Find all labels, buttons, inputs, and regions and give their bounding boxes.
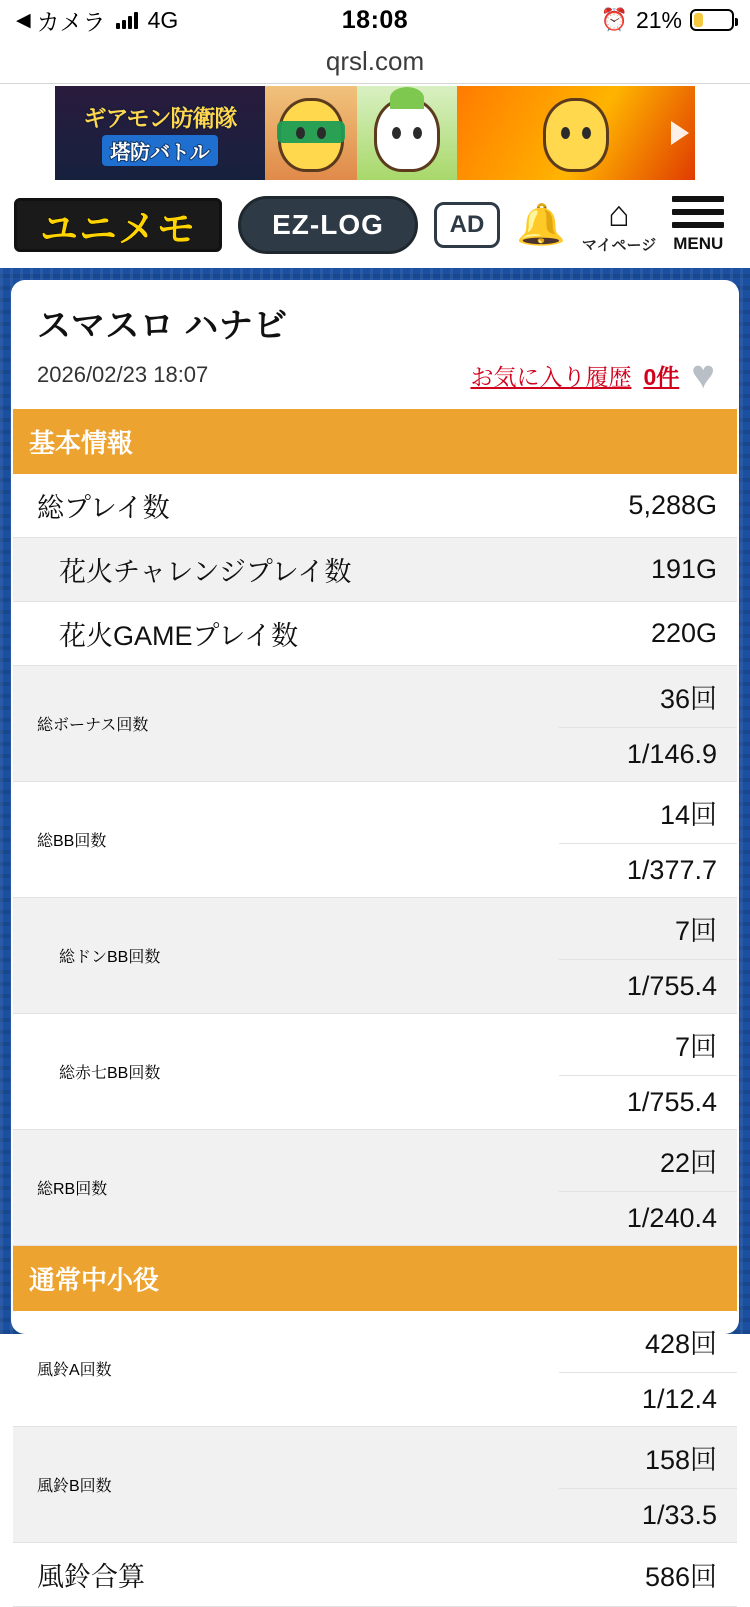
table-row — [13, 538, 737, 602]
menu-button[interactable] — [672, 196, 724, 254]
battery-icon — [690, 9, 734, 31]
ad-banner-container[interactable] — [0, 84, 750, 182]
table-row — [13, 1427, 737, 1543]
section-heading-row — [13, 409, 737, 474]
favorite-controls — [470, 355, 715, 395]
stat-value: 1/377.7 — [626, 855, 717, 885]
url-text[interactable]: qrsl.com — [325, 46, 425, 76]
ad-badge-label[interactable]: AD — [434, 202, 500, 248]
stats-table-body — [13, 409, 737, 1607]
stat-value: 22回 — [559, 1130, 737, 1192]
stat-value: 7回 — [559, 1014, 737, 1076]
ad-title-panel — [55, 86, 265, 180]
table-row — [13, 782, 737, 898]
site-header — [0, 182, 750, 268]
section-heading-label: 基本情報 — [13, 409, 737, 474]
stat-value: 1/33.5 — [641, 1500, 717, 1530]
ad-character-3 — [457, 86, 695, 180]
table-row — [13, 474, 737, 538]
stat-label: 総ドンBB回数 — [13, 898, 559, 1014]
play-arrow-icon[interactable] — [671, 121, 689, 145]
table-row — [13, 602, 737, 666]
menu-label: MENU — [673, 234, 724, 253]
ad-character-2 — [357, 86, 457, 180]
stat-value: 36回 — [559, 666, 737, 728]
table-row — [13, 1130, 737, 1246]
character-eyes — [281, 127, 341, 139]
stat-values — [559, 1014, 737, 1130]
stat-label: 総ボーナス回数 — [13, 666, 559, 782]
ad-character-1 — [265, 86, 357, 180]
stat-value: 220G — [559, 602, 737, 666]
table-row — [13, 1543, 737, 1607]
previous-app-label[interactable]: カメラ — [36, 8, 106, 35]
bell-icon[interactable]: 🔔 — [516, 203, 566, 247]
network-type-label: 4G — [147, 6, 179, 33]
ez-log-button[interactable]: EZ-LOG — [238, 196, 418, 254]
machine-stats-card — [11, 280, 739, 1592]
alarm-clock-icon: ⏰ — [600, 7, 628, 32]
ad-character-art — [278, 98, 344, 172]
stats-table — [13, 409, 737, 1607]
stat-values — [559, 782, 737, 898]
stat-value: 1/12.4 — [641, 1384, 717, 1414]
card-meta-row — [37, 355, 715, 395]
stat-value: 1/240.4 — [626, 1203, 717, 1233]
stat-label: 風鈴B回数 — [13, 1427, 559, 1543]
home-icon[interactable]: ⌂ — [608, 192, 630, 234]
stat-value: 14回 — [559, 782, 737, 844]
updated-timestamp: 2026/02/23 18:07 — [37, 362, 209, 387]
battery-percent-label: 21% — [635, 6, 682, 33]
character-eyes — [546, 127, 606, 139]
mypage-label: マイページ — [581, 236, 657, 254]
stat-value: 1/146.9 — [626, 739, 717, 769]
stat-label: 花火チャレンジプレイ数 — [13, 538, 559, 602]
page-title: スマスロ ハナビ — [37, 307, 288, 345]
stat-value: 1/755.4 — [626, 971, 717, 1001]
stat-values — [559, 898, 737, 1014]
heart-icon[interactable]: ♥ — [691, 353, 715, 397]
stat-values — [559, 1427, 737, 1543]
mypage-button[interactable] — [581, 192, 657, 255]
stat-value: 7回 — [559, 898, 737, 960]
stat-value: 191G — [559, 538, 737, 602]
back-to-app-icon[interactable]: ◀ — [16, 9, 31, 31]
stat-label: 花火GAMEプレイ数 — [13, 602, 559, 666]
hamburger-menu-icon[interactable] — [672, 196, 724, 228]
site-logo[interactable]: ユニメモ — [14, 198, 222, 252]
table-row — [13, 1311, 737, 1427]
section-heading-row — [13, 1246, 737, 1312]
banner-advertisement[interactable] — [55, 86, 695, 180]
stat-label: 総赤七BB回数 — [13, 1014, 559, 1130]
stat-label: 風鈴合算 — [13, 1543, 559, 1607]
browser-url-bar[interactable] — [0, 40, 750, 84]
character-leaf — [390, 87, 424, 109]
stat-label: 総BB回数 — [13, 782, 559, 898]
favorite-history-link[interactable]: お気に入り履歴 — [470, 363, 632, 390]
clock-label: 18:08 — [341, 5, 409, 34]
stat-values — [559, 1311, 737, 1427]
page-background — [0, 268, 750, 1592]
stat-label: 総プレイ数 — [13, 474, 559, 538]
ad-character-art — [374, 98, 440, 172]
ad-title-line1: ギアモン防衛隊 — [83, 105, 237, 131]
stat-value: 1/755.4 — [626, 1087, 717, 1117]
table-row — [13, 666, 737, 782]
favorite-count: 0件 — [643, 363, 680, 390]
stat-values — [559, 666, 737, 782]
stat-label: 風鈴A回数 — [13, 1311, 559, 1427]
ad-title-line2: 塔防バトル — [102, 135, 218, 166]
stat-values — [559, 1130, 737, 1246]
card-header — [11, 298, 739, 395]
ios-status-bar — [0, 0, 750, 40]
section-heading-label: 通常中小役 — [13, 1246, 737, 1312]
table-row — [13, 1014, 737, 1130]
character-eyes — [377, 127, 437, 139]
stat-value: 586回 — [559, 1543, 737, 1607]
stat-value: 5,288G — [559, 474, 737, 538]
stat-value: 428回 — [559, 1311, 737, 1373]
notifications-button[interactable] — [516, 205, 566, 245]
ad-character-art — [543, 98, 609, 172]
table-row — [13, 898, 737, 1014]
stat-label: 総RB回数 — [13, 1130, 559, 1246]
stat-value: 158回 — [559, 1427, 737, 1489]
ad-button[interactable] — [434, 202, 500, 248]
